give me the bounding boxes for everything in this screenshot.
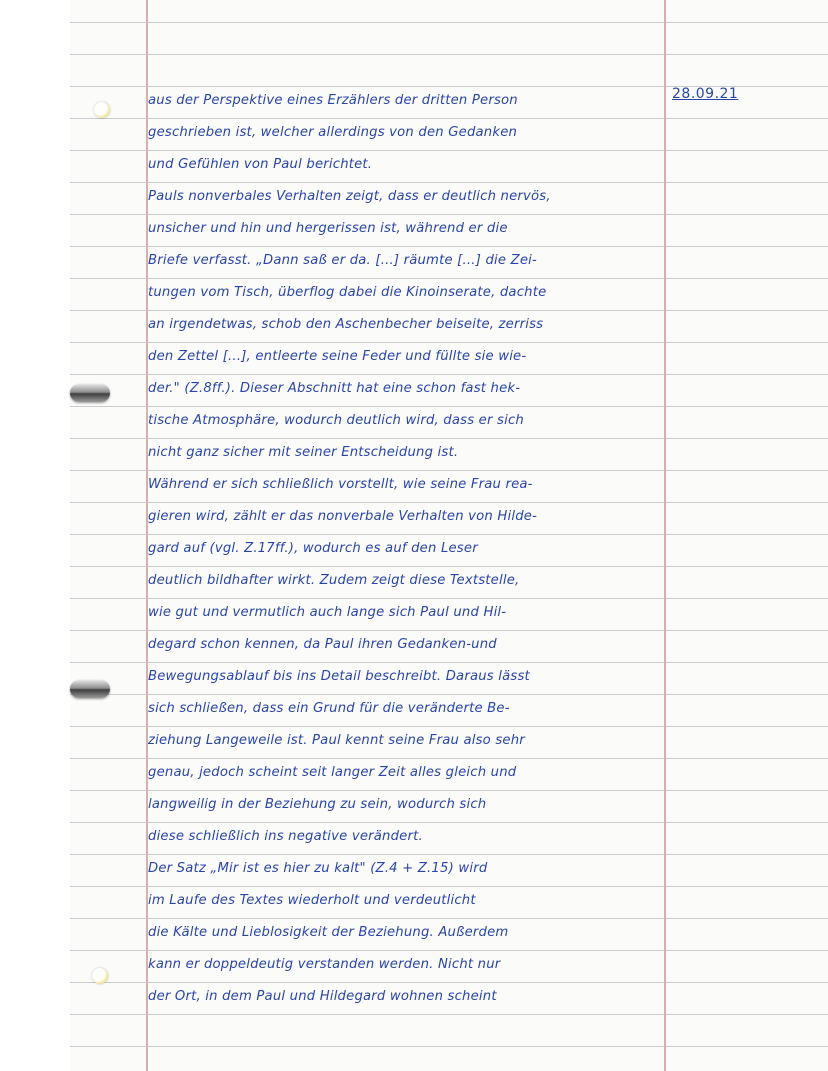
text-line: tungen vom Tisch, überflog dabei die Kinoinserate, dachte bbox=[148, 285, 547, 300]
text-line: degard schon kennen, da Paul ihren Gedanken-und bbox=[148, 637, 497, 652]
ruled-line bbox=[70, 182, 828, 183]
ruled-line bbox=[70, 886, 828, 887]
ruled-line bbox=[70, 950, 828, 951]
text-line: Bewegungsablauf bis ins Detail beschreibt. Daraus lässt bbox=[148, 669, 530, 684]
ruled-line bbox=[70, 758, 828, 759]
punch-hole-top bbox=[94, 102, 110, 118]
ruled-line bbox=[70, 374, 828, 375]
text-line: die Kälte und Lieblosigkeit der Beziehung. Außerdem bbox=[148, 925, 509, 940]
text-line: der." (Z.8ff.). Dieser Abschnitt hat eine schon fast hek- bbox=[148, 381, 521, 396]
text-line: im Laufe des Textes wiederholt und verdeutlicht bbox=[148, 893, 476, 908]
text-line: gard auf (vgl. Z.17ff.), wodurch es auf den Leser bbox=[148, 541, 478, 556]
text-line: wie gut und vermutlich auch lange sich Paul und Hil- bbox=[148, 605, 507, 620]
text-line: diese schließlich ins negative verändert. bbox=[148, 829, 423, 844]
ruled-line bbox=[70, 1014, 828, 1015]
text-line: tische Atmosphäre, wodurch deutlich wird, dass er sich bbox=[148, 413, 524, 428]
ruled-line bbox=[70, 598, 828, 599]
text-line: den Zettel [...], entleerte seine Feder und füllte sie wie- bbox=[148, 349, 527, 364]
ruled-line bbox=[70, 118, 828, 119]
ruled-line bbox=[70, 246, 828, 247]
ruled-line bbox=[70, 22, 828, 23]
ruled-line bbox=[70, 310, 828, 311]
text-line: aus der Perspektive eines Erzählers der dritten Person bbox=[148, 93, 518, 108]
ruled-line bbox=[70, 438, 828, 439]
entry-date: 28.09.21 bbox=[672, 86, 739, 102]
text-line: Pauls nonverbales Verhalten zeigt, dass er deutlich nervös, bbox=[148, 189, 551, 204]
ruled-line bbox=[70, 982, 828, 983]
text-line: genau, jedoch scheint seit langer Zeit alles gleich und bbox=[148, 765, 517, 780]
text-line: der Ort, in dem Paul und Hildegard wohnen scheint bbox=[148, 989, 497, 1004]
text-line: an irgendetwas, schob den Aschenbecher beiseite, zerriss bbox=[148, 317, 544, 332]
ruled-line bbox=[70, 278, 828, 279]
text-line: gieren wird, zählt er das nonverbale Verhalten von Hilde- bbox=[148, 509, 538, 524]
text-line: Briefe verfasst. „Dann saß er da. [...] räumte [...] die Zei- bbox=[148, 253, 537, 268]
ruled-line bbox=[70, 502, 828, 503]
ruled-line bbox=[70, 822, 828, 823]
ruled-line bbox=[70, 566, 828, 567]
binder-ring-upper bbox=[70, 384, 110, 402]
binder-ring-lower bbox=[70, 680, 110, 698]
text-line: und Gefühlen von Paul berichtet. bbox=[148, 157, 373, 172]
text-line: nicht ganz sicher mit seiner Entscheidung ist. bbox=[148, 445, 459, 460]
ruled-line bbox=[70, 630, 828, 631]
text-line: sich schließen, dass ein Grund für die veränderte Be- bbox=[148, 701, 510, 716]
text-line: deutlich bildhafter wirkt. Zudem zeigt diese Textstelle, bbox=[148, 573, 520, 588]
ruled-line bbox=[70, 534, 828, 535]
text-line: Der Satz „Mir ist es hier zu kalt" (Z.4 + Z.15) wird bbox=[148, 861, 488, 876]
ruled-line bbox=[70, 406, 828, 407]
text-line: ziehung Langeweile ist. Paul kennt seine Frau also sehr bbox=[148, 733, 525, 748]
punch-hole-bottom bbox=[92, 968, 108, 984]
ruled-line bbox=[70, 54, 828, 55]
ruled-line bbox=[70, 726, 828, 727]
ruled-line bbox=[70, 1046, 828, 1047]
ruled-line bbox=[70, 790, 828, 791]
ruled-line bbox=[70, 918, 828, 919]
ruled-line bbox=[70, 214, 828, 215]
text-line: Während er sich schließlich vorstellt, wie seine Frau rea- bbox=[148, 477, 533, 492]
text-line: kann er doppeldeutig verstanden werden. Nicht nur bbox=[148, 957, 501, 972]
text-line: geschrieben ist, welcher allerdings von den Gedanken bbox=[148, 125, 518, 140]
ruled-line bbox=[70, 694, 828, 695]
text-line: langweilig in der Beziehung zu sein, wodurch sich bbox=[148, 797, 487, 812]
ruled-line bbox=[70, 150, 828, 151]
text-line: unsicher und hin und hergerissen ist, während er die bbox=[148, 221, 508, 236]
ruled-line bbox=[70, 662, 828, 663]
ruled-line bbox=[70, 342, 828, 343]
ruled-line bbox=[70, 470, 828, 471]
ruled-line bbox=[70, 854, 828, 855]
